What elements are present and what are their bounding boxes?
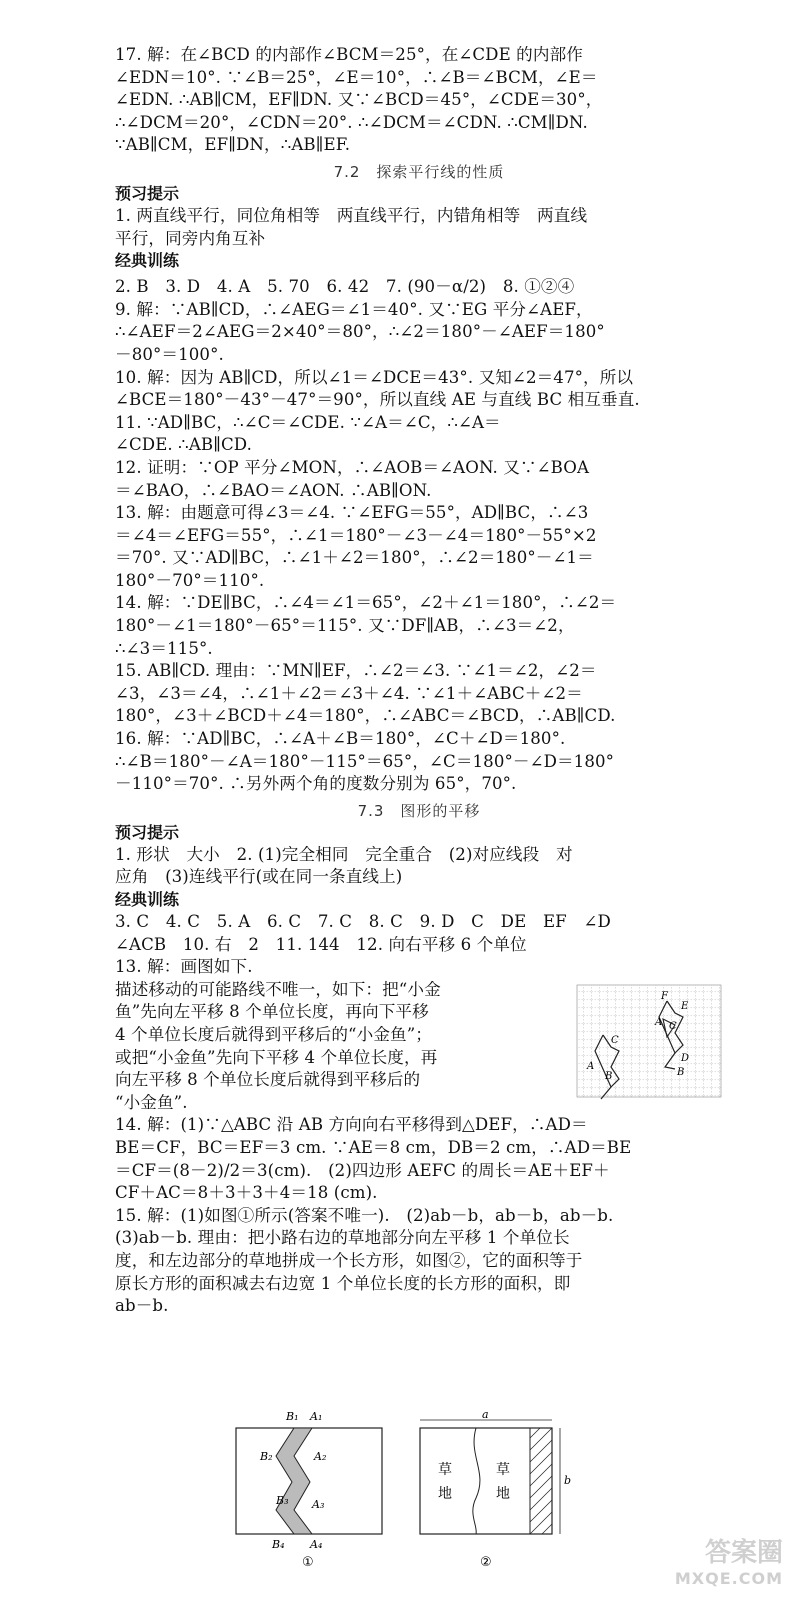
answer-13b-line4: 或把“小金鱼”先向下平移 4 个单位长度，再 (115, 1047, 438, 1067)
answer-11-line1: 11. ∵AD∥BC，∴∠C＝∠CDE. ∵∠A＝∠C，∴∠A＝ (115, 412, 501, 432)
answer-17-line4: ∴∠DCM＝20°，∠CDN＝20°. ∴∠DCM＝∠CDN. ∴CM∥DN. (115, 112, 588, 132)
answer-14-line2: 180°－∠1＝180°－65°＝115°. 又∵DF∥AB，∴∠3＝∠2， (115, 616, 575, 636)
answer-12-line1: 12. 证明：∵OP 平分∠MON，∴∠AOB＝∠AON. 又∵∠BOA (115, 457, 590, 477)
fig2-label-grass2: 草 (496, 1462, 510, 1478)
answer-13b-line3: 4 个单位长度后就得到平移后的“小金鱼”； (115, 1024, 432, 1044)
answer-11-line2: ∠CDE. ∴AB∥CD. (115, 435, 252, 455)
answer-15-line3: 180°，∠3＋∠BCD＋∠4＝180°，∴∠ABC＝∠BCD，∴AB∥CD. (115, 706, 616, 726)
fig1-label-b4: B₄ (272, 1538, 285, 1551)
answer-16-line2: ∴∠B＝180°－∠A＝180°－115°＝65°，∠C＝180°－∠D＝180° (115, 751, 615, 771)
answer-13-line3: ＝70°. 又∵AD∥BC，∴∠1＋∠2＝180°，∴∠2＝180°－∠1＝ (115, 548, 594, 568)
answer-15-line1: 15. AB∥CD. 理由：∵MN∥EF，∴∠2＝∠3. ∵∠1＝∠2，∠2＝ (115, 661, 597, 681)
answers-3-9: 3. C 4. C 5. A 6. C 7. C 8. C 9. D C DE EF ∠D (115, 912, 611, 931)
grid-svg (575, 983, 723, 1103)
grid-label-e: E (681, 1000, 689, 1012)
answer-17-line5: ∵AB∥CM，EF∥DN，∴AB∥EF. (115, 135, 351, 155)
answer-73-1-line2: 应角 (3)连线平行(或在同一条直线上) (115, 867, 403, 887)
answer-73-1-line1: 1. 形状 大小 2. (1)完全相同 完全重合 (2)对应线段 对 (115, 844, 573, 864)
fig1-label-a3: A₃ (312, 1498, 325, 1511)
grid-label-b2: B (605, 1070, 613, 1082)
answer-1-line2: 平行，同旁内角互补 (115, 228, 266, 248)
fig1-path (276, 1428, 312, 1534)
answer-13-block (115, 979, 723, 1115)
answer-17-line2: ∠EDN＝10°. ∵∠B＝25°，∠E＝10°，∴∠B＝∠BCM，∠E＝ (115, 67, 598, 87)
fig2-label-grass1: 草 (438, 1462, 452, 1478)
fig2-caption: ② (480, 1555, 492, 1568)
answer-9-line3: －80°＝100°. (115, 344, 224, 364)
answer-13-text (115, 979, 561, 1115)
answer-13b-line5: 向左平移 8 个单位长度后就得到平移后的 (115, 1070, 421, 1090)
answer-13-line2: ＝∠4＝∠EFG＝55°，∴∠1＝180°－∠3－∠4＝180°－55°×2 (115, 525, 597, 545)
answer-13b-line1: 描述移动的可能路线不唯一，如下：把“小金 (115, 979, 441, 999)
answer-15-line2: ∠3，∠3＝∠4，∴∠1＋∠2＝∠3＋∠4. ∵∠1＋∠ABC＋∠2＝ (115, 683, 583, 703)
fig2-strip-hatch (530, 1428, 552, 1534)
answer-13b-line6: “小金鱼”. (115, 1092, 188, 1112)
answer-15b-line2: (3)ab－b. 理由：把小路右边的草地部分向左平移 1 个单位长 (115, 1228, 570, 1248)
grid-label-f: F (661, 990, 668, 1002)
answer-13-intro: 13. 解：画图如下. (115, 957, 253, 977)
answer-13-line4: 180°－70°＝110°. (115, 570, 265, 590)
watermark-main: 答案圈 (704, 1538, 783, 1568)
fig1-label-b2: B₂ (260, 1450, 273, 1463)
answer-14b-line1: 14. 解：(1)∵△ABC 沿 AB 方向向右平移得到△DEF，∴AD＝ (115, 1115, 588, 1135)
watermark-logo (675, 1540, 783, 1592)
answer-9-line2: ∴∠AEF＝2∠AEG＝2×40°＝80°，∴∠2＝180°－∠AEF＝180° (115, 322, 605, 342)
answer-13b-line2: 鱼”先向左平移 8 个单位长度，再向下平移 (115, 1002, 429, 1022)
grid-label-c: C (669, 1020, 677, 1032)
fig1-label-a2: A₂ (314, 1450, 327, 1463)
translation-grid-figure (575, 983, 723, 1115)
heading-classic-training-2: 经典训练 (115, 890, 180, 909)
bottom-figures (232, 1408, 572, 1568)
heading-classic-training: 经典训练 (115, 251, 180, 271)
grid-label-c2: C (611, 1034, 619, 1046)
fig2-label-land1: 地 (438, 1486, 452, 1502)
heading-preview-2: 预习提示 (115, 822, 180, 842)
fig2-divider-curve (473, 1428, 480, 1534)
answer-15b-line5: ab－b. (115, 1296, 169, 1316)
grid-label-a: A (655, 1016, 663, 1028)
grid-background (577, 985, 721, 1097)
answer-15b-line3: 度，和左边部分的草地拼成一个长方形，如图②，它的面积等于 (115, 1250, 583, 1270)
answer-14b-line3: ＝CF＝(8－2)/2＝3(cm). (2)四边形 AEFC 的周长＝AE＋EF＋ (115, 1160, 610, 1180)
fig1-label-a4: A₄ (310, 1538, 323, 1551)
answer-14b-line2: BE＝CF，BC＝EF＝3 cm. ∵AE＝8 cm，DB＝2 cm，∴AD＝BE (115, 1137, 632, 1157)
answer-15b-line1: 15. 解：(1)如图①所示(答案不唯一). (2)ab－b，ab－b，ab－b. (115, 1205, 614, 1225)
watermark-site: MXQE.COM (674, 1569, 783, 1588)
fig1-label-b1: B₁ (286, 1410, 299, 1423)
answer-14-line1: 14. 解：∵DE∥BC，∴∠4＝∠1＝65°，∠2＋∠1＝180°，∴∠2＝ (115, 593, 617, 613)
answer-10-line2: ∠BCE＝180°－43°－47°＝90°，所以直线 AE 与直线 BC 相互垂直. (115, 390, 640, 410)
grid-label-a2: A (587, 1060, 595, 1072)
answer-16-line1: 16. 解：∵AD∥BC，∴∠A＋∠B＝180°，∠C＋∠D＝180°. (115, 729, 566, 749)
answer-1-line1: 1. 两直线平行，同位角相等 两直线平行，内错角相等 两直线 (115, 205, 588, 225)
heading-preview: 预习提示 (115, 183, 180, 203)
fig2-label-a: a (482, 1408, 489, 1421)
fig1-caption: ① (302, 1555, 314, 1568)
fig1-label-b3: B₃ (276, 1494, 289, 1507)
fig2-label-land2: 地 (496, 1486, 510, 1502)
answer-10-line1: 10. 解：因为 AB∥CD，所以∠1＝∠DCE＝43°. 又知∠2＝47°，所以 (115, 367, 634, 387)
answers-2-8: 2. B 3. D 4. A 5. 70 6. 42 7. (90－α/2) 8. ①②④ (115, 277, 575, 297)
answer-14-line3: ∴∠3＝115°. (115, 638, 213, 658)
answer-13-line1: 13. 解：由题意可得∠3＝∠4. ∵∠EFG＝55°，AD∥BC，∴∠3 (115, 503, 589, 523)
grid-label-d: D (681, 1052, 690, 1064)
answer-17-line1: 17. 解：在∠BCD 的内部作∠BCM＝25°，在∠CDE 的内部作 (115, 45, 583, 64)
answer-12-line2: ＝∠BAO，∴∠BAO＝∠AON. ∴AB∥ON. (115, 480, 432, 500)
fig2-rectangle (420, 1428, 552, 1534)
answer-17-line3: ∠EDN. ∴AB∥CM，EF∥DN. 又∵∠BCD＝45°，∠CDE＝30°， (115, 90, 603, 110)
fig2-label-b: b (564, 1474, 572, 1487)
fig1-label-a1: A₁ (310, 1410, 323, 1423)
figures-svg (232, 1408, 572, 1568)
answer-page (115, 44, 723, 1318)
answer-9-line1: 9. 解：∵AB∥CD，∴∠AEG＝∠1＝40°. 又∵EG 平分∠AEF， (115, 299, 593, 319)
answer-16-line3: －110°＝70°. ∴另外两个角的度数分别为 65°，70°. (115, 774, 517, 794)
section-title-7-2: 7.2 探索平行线的性质 (333, 162, 505, 181)
answers-10-12: ∠ACB 10. 右 2 11. 144 12. 向右平移 6 个单位 (115, 934, 527, 954)
answer-15b-line4: 原长方形的面积减去右边宽 1 个单位长度的长方形的面积，即 (115, 1273, 571, 1293)
grid-label-b: B (677, 1066, 685, 1078)
section-title-7-3: 7.3 图形的平移 (357, 801, 481, 820)
fig2-strip (530, 1428, 552, 1534)
answer-14b-line4: CF＋AC＝8＋3＋3＋4＝18 (cm). (115, 1183, 378, 1203)
